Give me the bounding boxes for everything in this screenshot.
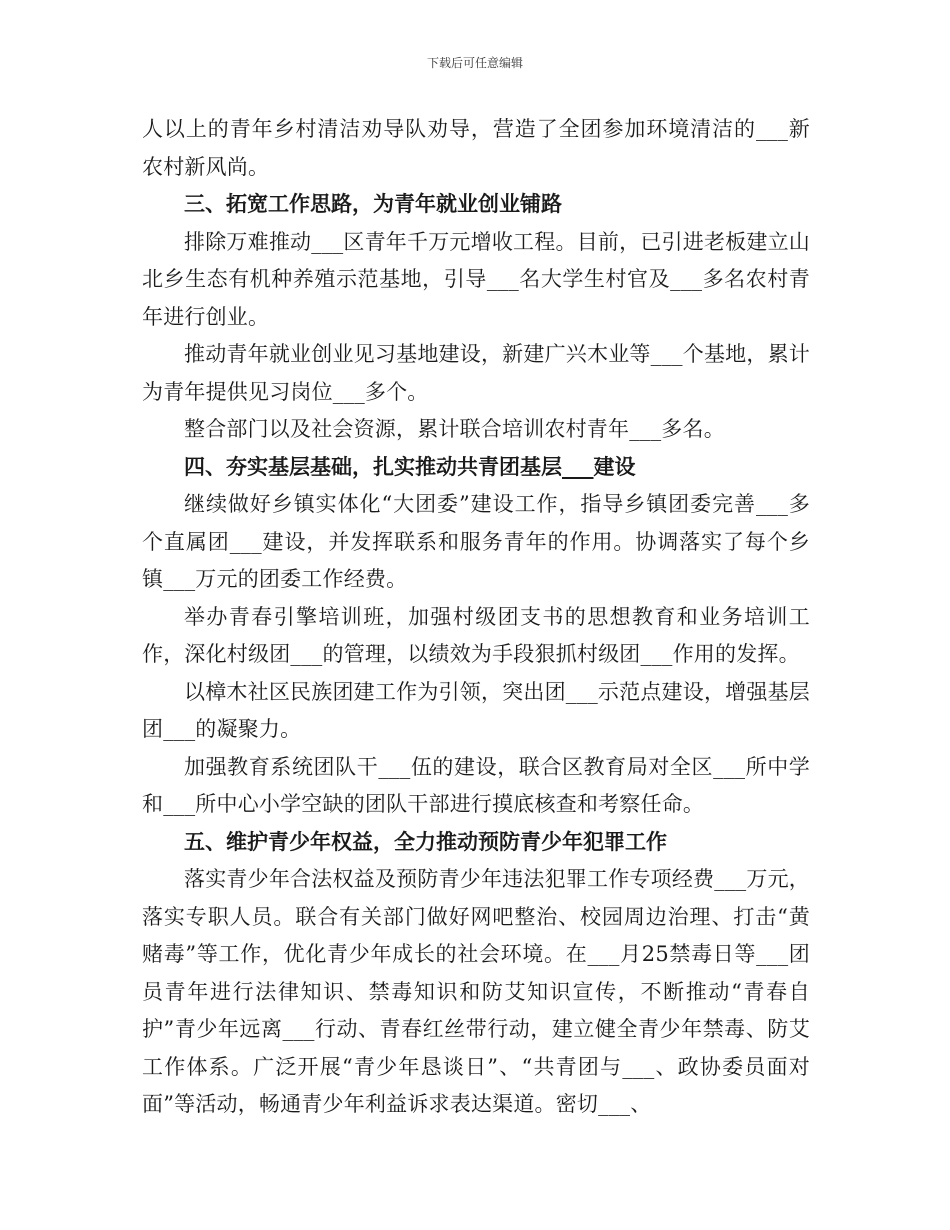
paragraph-1: 人以上的青年乡村清洁劝导队劝导，营造了全团参加环境清洁的___新农村新风尚。: [142, 117, 810, 179]
paragraph-9: 落实青少年合法权益及预防青少年违法犯罪工作专项经费___万元，落实专职人员。联合有关部门做好网吧整治、校园周边治理、打击“黄赌毒”等工作，优化青少年成长的社会环境。在___月25禁毒日等___团员青年进行法律知识、禁毒知识和防艾知识宣传，不断推动“青春自护”青少年远离___行动、青春红丝带行动，建立健全青少年禁毒、防艾工作体系。广泛开展“青少年恳谈日”、“共青团与___、政协委员面对面”等活动，畅通青少年利益诉求表达渠道。密切___、: [142, 867, 810, 1116]
section-heading-5: 五、维护青少年权益，全力推动预防青少年犯罪工作: [184, 829, 667, 854]
document-body: [142, 111, 810, 1124]
section-heading-4: 四、夯实基层基础，扎实推动共青团基层___建设: [184, 454, 636, 479]
page-header: 下载后可任意编辑: [426, 56, 523, 70]
paragraph-7: 以樟木社区民族团建工作为引领，突出团___示范点建设，增强基层团___的凝聚力。: [142, 679, 810, 741]
paragraph-3: 推动青年就业创业见习基地建设，新建广兴木业等___个基地，累计为青年提供见习岗位___多个。: [142, 342, 810, 404]
paragraph-5: 继续做好乡镇实体化“大团委”建设工作，指导乡镇团委完善___多个直属团___建设，并发挥联系和服务青年的作用。协调落实了每个乡镇___万元的团委工作经费。: [142, 492, 810, 591]
paragraph-2: 排除万难推动___区青年千万元增收工程。目前，已引进老板建立山北乡生态有机种养殖示范基地，引导___名大学生村官及___多名农村青年进行创业。: [142, 229, 810, 329]
paragraph-4: 整合部门以及社会资源，累计联合培训农村青年___多名。: [184, 417, 725, 441]
paragraph-6: 举办青春引擎培训班，加强村级团支书的思想教育和业务培训工作，深化村级团___的管理，以绩效为手段狠抓村级团___作用的发挥。: [142, 604, 810, 666]
paragraph-8: 加强教育系统团队干___伍的建设，联合区教育局对全区___所中学和___所中心小学空缺的团队干部进行摸底核查和考察任命。: [142, 754, 810, 816]
section-heading-3: 三、拓宽工作思路，为青年就业创业铺路: [184, 192, 562, 216]
